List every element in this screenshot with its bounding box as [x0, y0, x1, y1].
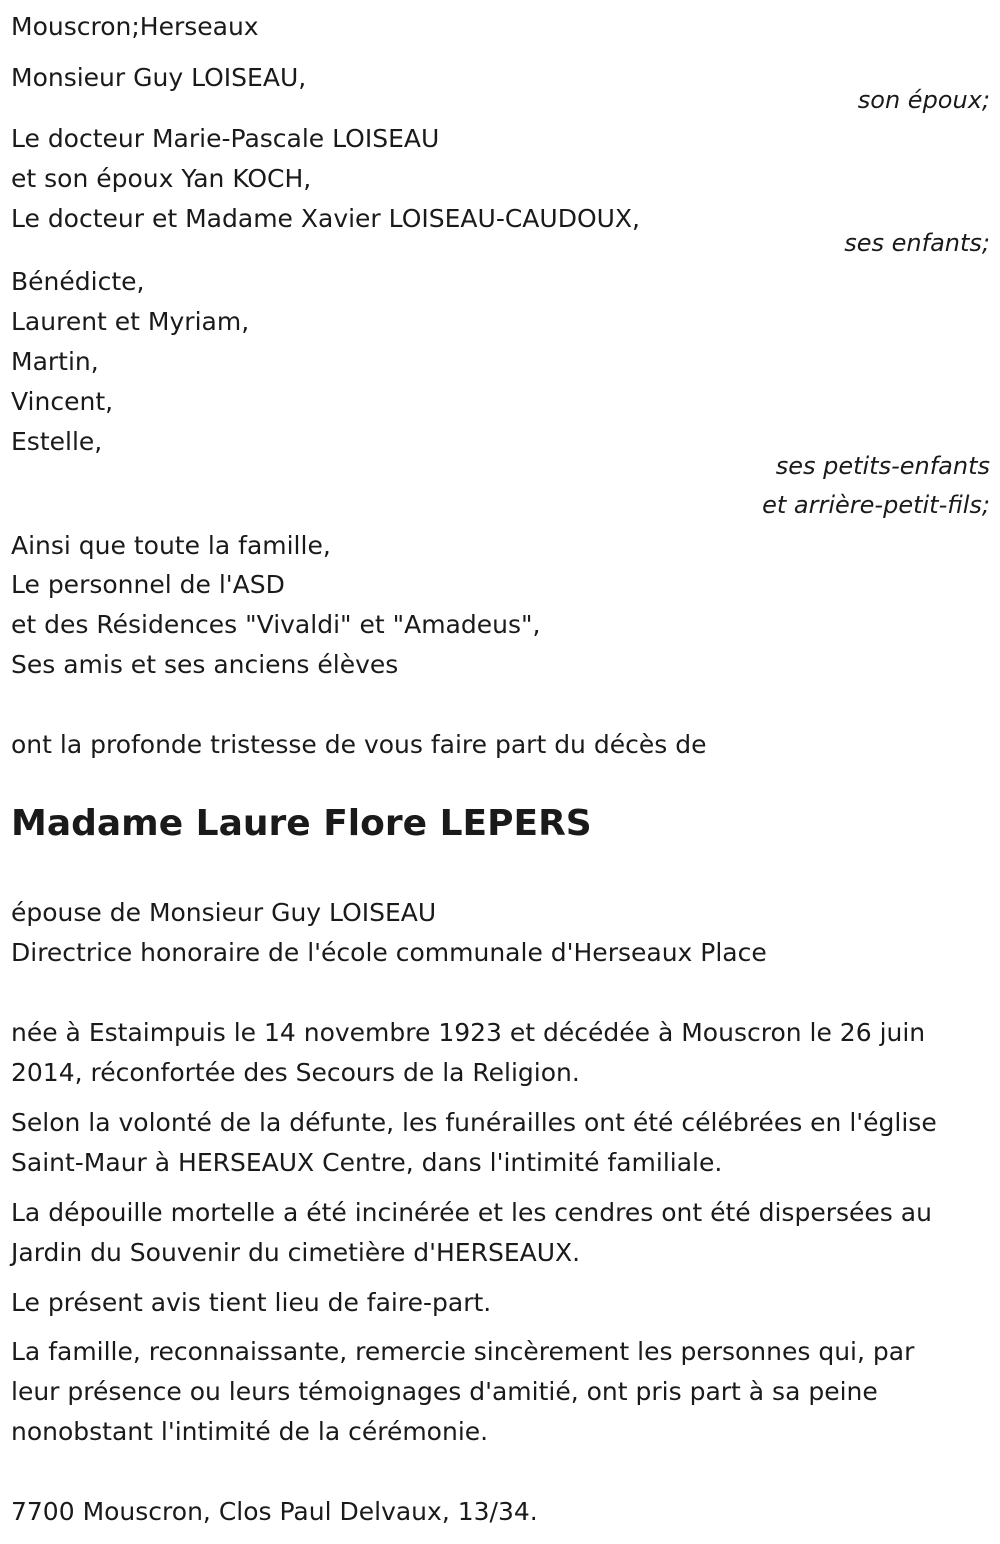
- location-line: Mouscron;Herseaux: [11, 12, 259, 41]
- deceased-name: Madame Laure Flore LEPERS: [11, 803, 592, 844]
- others-line-4: Ses amis et ses anciens élèves: [11, 650, 399, 679]
- child-line-1: Le docteur Marie-Pascale LOISEAU: [11, 124, 440, 153]
- child-line-2: et son époux Yan KOCH,: [11, 164, 312, 193]
- deceased-spouse-line: épouse de Monsieur Guy LOISEAU: [11, 898, 437, 927]
- announcement: ont la profonde tristesse de vous faire part du décès de: [11, 730, 707, 759]
- spouse-role: son époux;: [857, 86, 990, 114]
- others-line-3: et des Résidences "Vivaldi" et "Amadeus",: [11, 610, 541, 639]
- children-role: ses enfants;: [844, 229, 990, 257]
- spouse-name: Monsieur Guy LOISEAU,: [11, 63, 307, 92]
- birth-death-line-2: 2014, réconfortée des Secours de la Religion.: [11, 1058, 580, 1087]
- others-line-1: Ainsi que toute la famille,: [11, 531, 331, 560]
- grandchildren-role-2: et arrière-petit-fils;: [762, 491, 990, 519]
- thanks-line-1: La famille, reconnaissante, remercie sincèrement les personnes qui, par: [11, 1337, 915, 1366]
- thanks-line-3: nonobstant l'intimité de la cérémonie.: [11, 1417, 489, 1446]
- notice-line: Le présent avis tient lieu de faire-part.: [11, 1288, 492, 1317]
- others-line-2: Le personnel de l'ASD: [11, 570, 285, 599]
- cremation-line-1: La dépouille mortelle a été incinérée et les cendres ont été dispersées au: [11, 1198, 932, 1227]
- address-line: 7700 Mouscron, Clos Paul Delvaux, 13/34.: [11, 1497, 538, 1526]
- grandchild-line-2: Laurent et Myriam,: [11, 307, 250, 336]
- thanks-line-2: leur présence ou leurs témoignages d'amitié, ont pris part à sa peine: [11, 1377, 878, 1406]
- funeral-line-2: Saint-Maur à HERSEAUX Centre, dans l'intimité familiale.: [11, 1148, 723, 1177]
- funeral-line-1: Selon la volonté de la défunte, les funérailles ont été célébrées en l'église: [11, 1108, 937, 1137]
- cremation-line-2: Jardin du Souvenir du cimetière d'HERSEAUX.: [11, 1238, 581, 1267]
- deceased-profession-line: Directrice honoraire de l'école communale d'Herseaux Place: [11, 938, 767, 967]
- grandchild-line-4: Vincent,: [11, 387, 114, 416]
- grandchild-line-3: Martin,: [11, 347, 99, 376]
- birth-death-line-1: née à Estaimpuis le 14 novembre 1923 et décédée à Mouscron le 26 juin: [11, 1018, 926, 1047]
- child-line-3: Le docteur et Madame Xavier LOISEAU-CAUDOUX,: [11, 204, 640, 233]
- grandchild-line-5: Estelle,: [11, 427, 103, 456]
- grandchild-line-1: Bénédicte,: [11, 267, 145, 296]
- grandchildren-role-1: ses petits-enfants: [775, 452, 990, 480]
